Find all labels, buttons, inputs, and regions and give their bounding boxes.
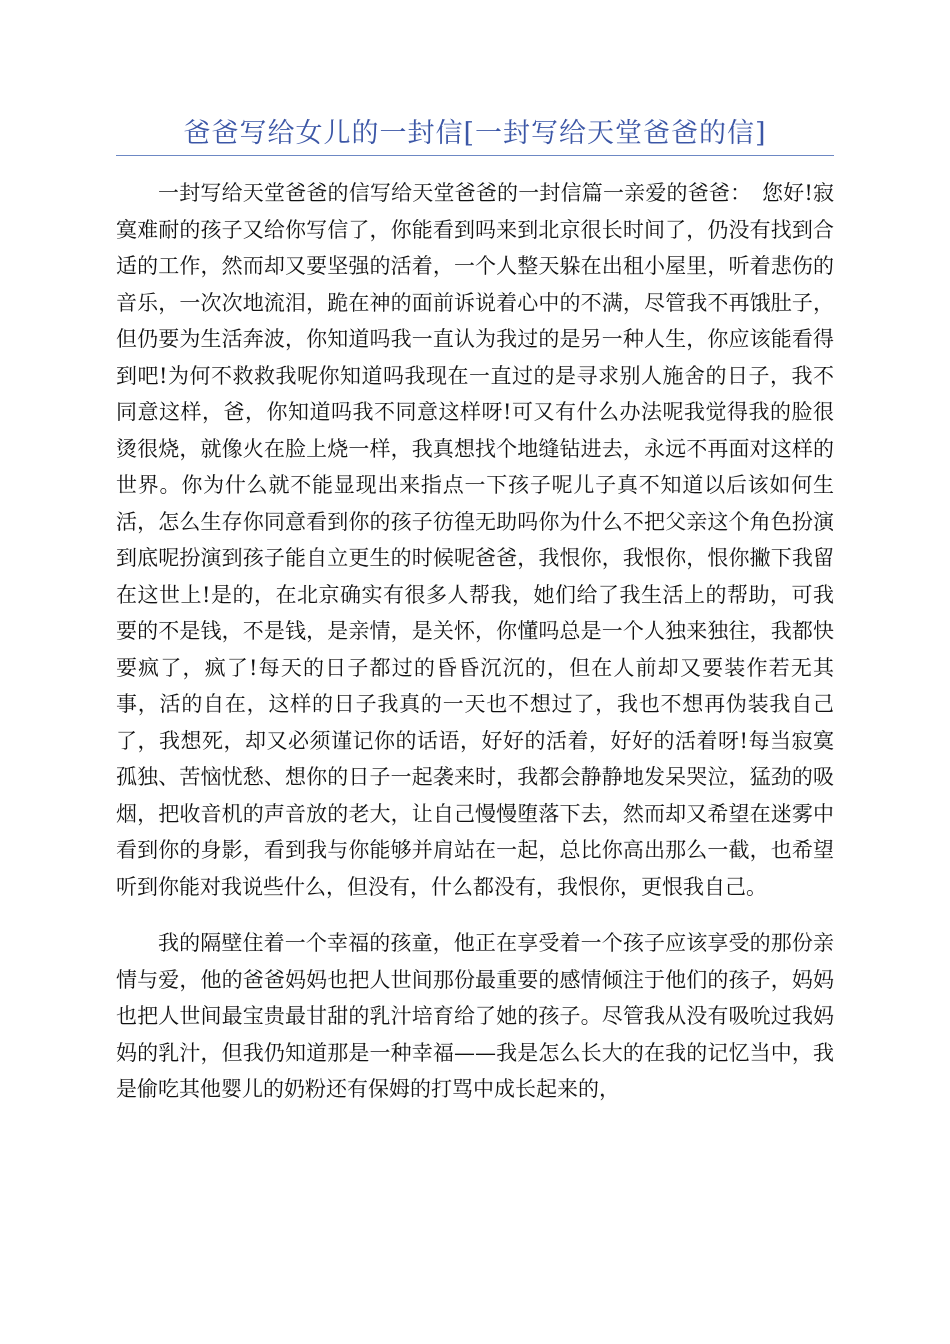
document-body	[116, 175, 834, 1108]
document-title: 爸爸写给女儿的一封信[一封写给天堂爸爸的信]	[183, 118, 767, 149]
body-paragraph-2: 我的隔壁住着一个幸福的孩童，他正在享受着一个孩子应该享受的那份亲情与爱，他的爸爸妈妈也把人世间那份最重要的感情倾注于他们的孩子，妈妈也把人世间最宝贵最甘甜的乳汁培育给了她的孩子。尽管我从没有吸吮过我妈妈的乳汁，但我仍知道那是一种幸福——我是怎么长大的在我的记忆当中，我是偷吃其他婴儿的奶粉还有保姆的打骂中成长起来的，	[116, 931, 834, 1101]
body-paragraph-1: 一封写给天堂爸爸的信写给天堂爸爸的一封信篇一亲爱的爸爸： 您好!寂寞难耐的孩子又给你写信了，你能看到吗来到北京很长时间了，仍没有找到合适的工作，然而却又要坚强的活着，一个人整天躲在出租小屋里，听着悲伤的音乐，一次次地流泪，跪在神的面前诉说着心中的不满，尽管我不再饿肚子，但仍要为生活奔波，你知道吗我一直认为我过的是另一种人生，你应该能看得到吧!为何不救救我呢你知道吗我现在一直过的是寻求别人施舍的日子，我不同意这样，爸，你知道吗我不同意这样呀!可又有什么办法呢我觉得我的脸很烫很烧，就像火在脸上烧一样，我真想找个地缝钻进去，永远不再面对这样的世界。你为什么就不能显现出来指点一下孩子呢儿子真不知道以后该如何生活，怎么生存你同意看到你的孩子彷徨无助吗你为什么不把父亲这个角色扮演到底呢扮演到孩子能自立更生的时候呢爸爸，我恨你，我恨你，恨你撇下我留在这世上!是的，在北京确实有很多人帮我，她们给了我生活上的帮助，可我要的不是钱，不是钱，是亲情，是关怀，你懂吗总是一个人独来独往，我都快要疯了，疯了!每天的日子都过的昏昏沉沉的，但在人前却又要装作若无其事，活的自在，这样的日子我真的一天也不想过了，我也不想再伪装我自己了，我想死，却又必须谨记你的话语，好好的活着，好好的活着呀!每当寂寞孤独、苦恼忧愁、想你的日子一起袭来时，我都会静静地发呆哭泣，猛劲的吸烟，把收音机的声音放的老大，让自己慢慢堕落下去，然而却又希望在迷雾中看到你的身影，看到我与你能够并肩站在一起，总比你高出那么一截，也希望听到你能对我说些什么，但没有，什么都没有，我恨你，更恨我自己。	[116, 181, 834, 899]
title-underline	[116, 155, 834, 156]
